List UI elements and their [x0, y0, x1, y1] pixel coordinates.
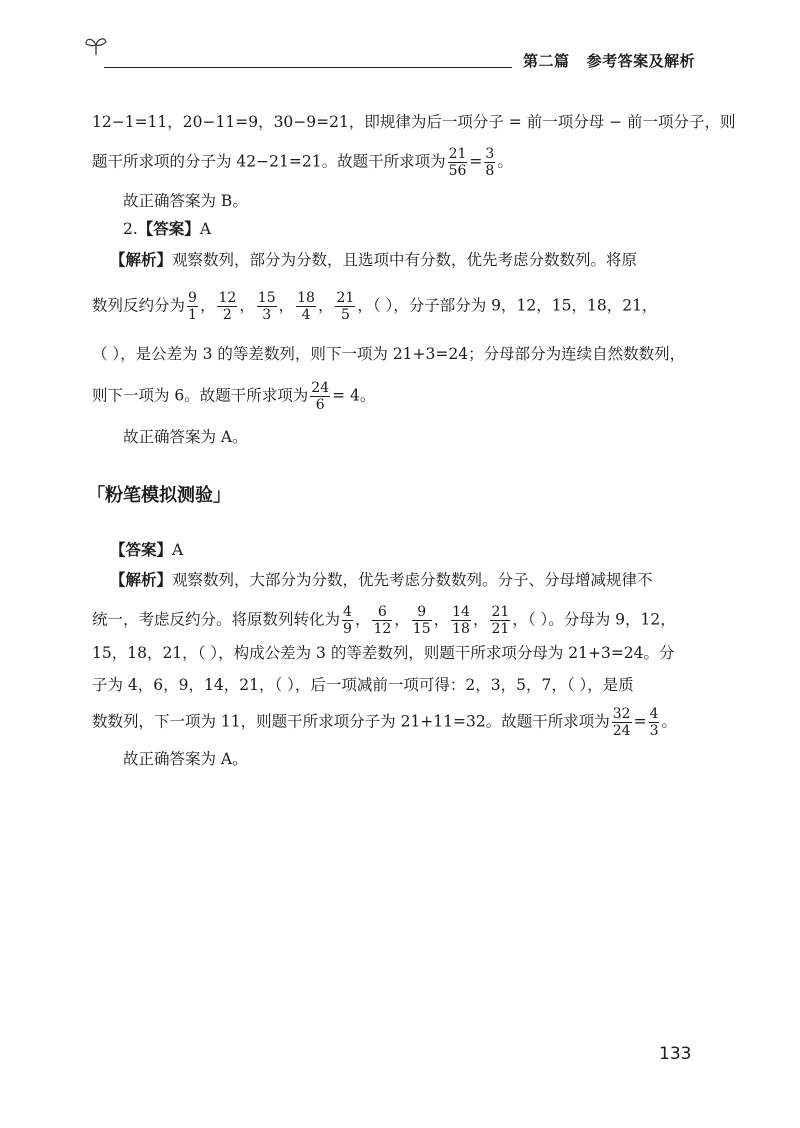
fraction: $\frac{3}{8}$: [485, 146, 495, 179]
equals-sign: =: [633, 712, 647, 731]
page-number: 133: [659, 1044, 692, 1064]
answer-tag: 【答案】: [110, 541, 173, 559]
fraction: $\frac{24}{6}$: [311, 380, 330, 413]
q2-analysis-line-3: （ ），是公差为 3 的等差数列，则下一项为 21+3=24；分母部分为连续自然数数列，: [92, 345, 686, 363]
header-title: 第二篇 参考答案及解析: [523, 52, 696, 70]
answer-value: A: [172, 541, 184, 559]
q2-number: 2.: [123, 220, 138, 238]
fraction: $\frac{6}{12}$: [373, 604, 392, 637]
analysis-tag: 【解析】: [110, 251, 173, 269]
analysis-tag: 【解析】: [110, 571, 173, 589]
answer-tag: 【答案】: [137, 220, 200, 238]
mock-conclusion: 故正确答案为 A。: [123, 750, 248, 768]
section-title: 「粉笔模拟测验」: [87, 485, 231, 506]
q2-conclusion: 故正确答案为 A。: [123, 428, 248, 446]
equals-sign: =: [469, 152, 483, 171]
fraction: $\frac{21}{56}$: [448, 146, 467, 179]
fraction: $\frac{12}{2}$: [218, 290, 237, 323]
header-rule: [104, 67, 512, 68]
q2-analysis-line-1: 【解析】观察数列，部分为分数，且选项中有分数，优先考虑分数数列。将原: [110, 251, 638, 269]
mock-analysis-line-5: 数数列，下一项为 11，则题干所求项分子为 21+11=32。故题干所求项为 $\frac{32}{24}$ = $\frac{4}{3}$ 。: [92, 706, 677, 739]
para1-conclusion: 故正确答案为 B。: [123, 192, 248, 210]
fraction: $\frac{21}{21}$: [491, 604, 510, 637]
para1-line-1: 12−1=11，20−11=9，30−9=21，即规律为后一项分子 = 前一项分母 − 前一项分子，则: [92, 113, 736, 131]
fraction: $\frac{9}{1}$: [188, 290, 197, 323]
mock-analysis-line-4: 子为 4，6，9，14，21，（ ），后一项减前一项可得：2，3，5，7，（ ），是质: [92, 676, 634, 694]
mock-answer-line: [110, 540, 183, 560]
sprout-icon: [84, 34, 108, 56]
para1-line-2-text: 题干所求项的分子为 42−21=21。故题干所求项为: [92, 152, 446, 171]
fraction: $\frac{15}{3}$: [257, 290, 276, 323]
para1-line-2: 题干所求项的分子为 42−21=21。故题干所求项为 $\frac{21}{56}$ = $\frac{3}{8}$ 。: [92, 146, 513, 179]
fraction: $\frac{4}{9}$: [343, 604, 352, 637]
mock-analysis-line-2: 统一，考虑反约分。将原数列转化为 $\frac{4}{9}$ ， $\frac{6}{12}$ ， $\frac{9}{15}$ ， $\frac{14}{18}$ ， $\frac{21}{21}$ ，（ ）。分母为 9，12，: [92, 604, 676, 637]
fraction: $\frac{4}{3}$: [649, 706, 659, 739]
fraction: $\frac{9}{15}$: [412, 604, 431, 637]
q2-answer-line: [123, 219, 211, 239]
mock-analysis-line-1: 【解析】观察数列，大部分为分数，优先考虑分数数列。分子、分母增减规律不: [110, 571, 653, 589]
answer-value: A: [199, 220, 212, 238]
fraction: $\frac{18}{4}$: [297, 290, 315, 323]
mock-analysis-line-3: 15，18，21，（ ），构成公差为 3 的等差数列，则题干所求项分母为 21+3=24。分: [92, 644, 675, 662]
fraction: $\frac{14}{18}$: [452, 604, 470, 637]
fraction: $\frac{21}{5}$: [336, 290, 355, 323]
fraction: $\frac{32}{24}$: [612, 706, 631, 739]
q2-analysis-line-4: 则下一项为 6。故题干所求项为 $\frac{24}{6}$ = 4。: [92, 380, 376, 413]
q2-analysis-line-2: 数列反约分为 $\frac{9}{1}$ ， $\frac{12}{2}$ ， $\frac{15}{3}$ ， $\frac{18}{4}$ ， $\frac{21}{5}$ ，（ ），分子部分为 9，12，15，18，21，: [92, 290, 658, 323]
